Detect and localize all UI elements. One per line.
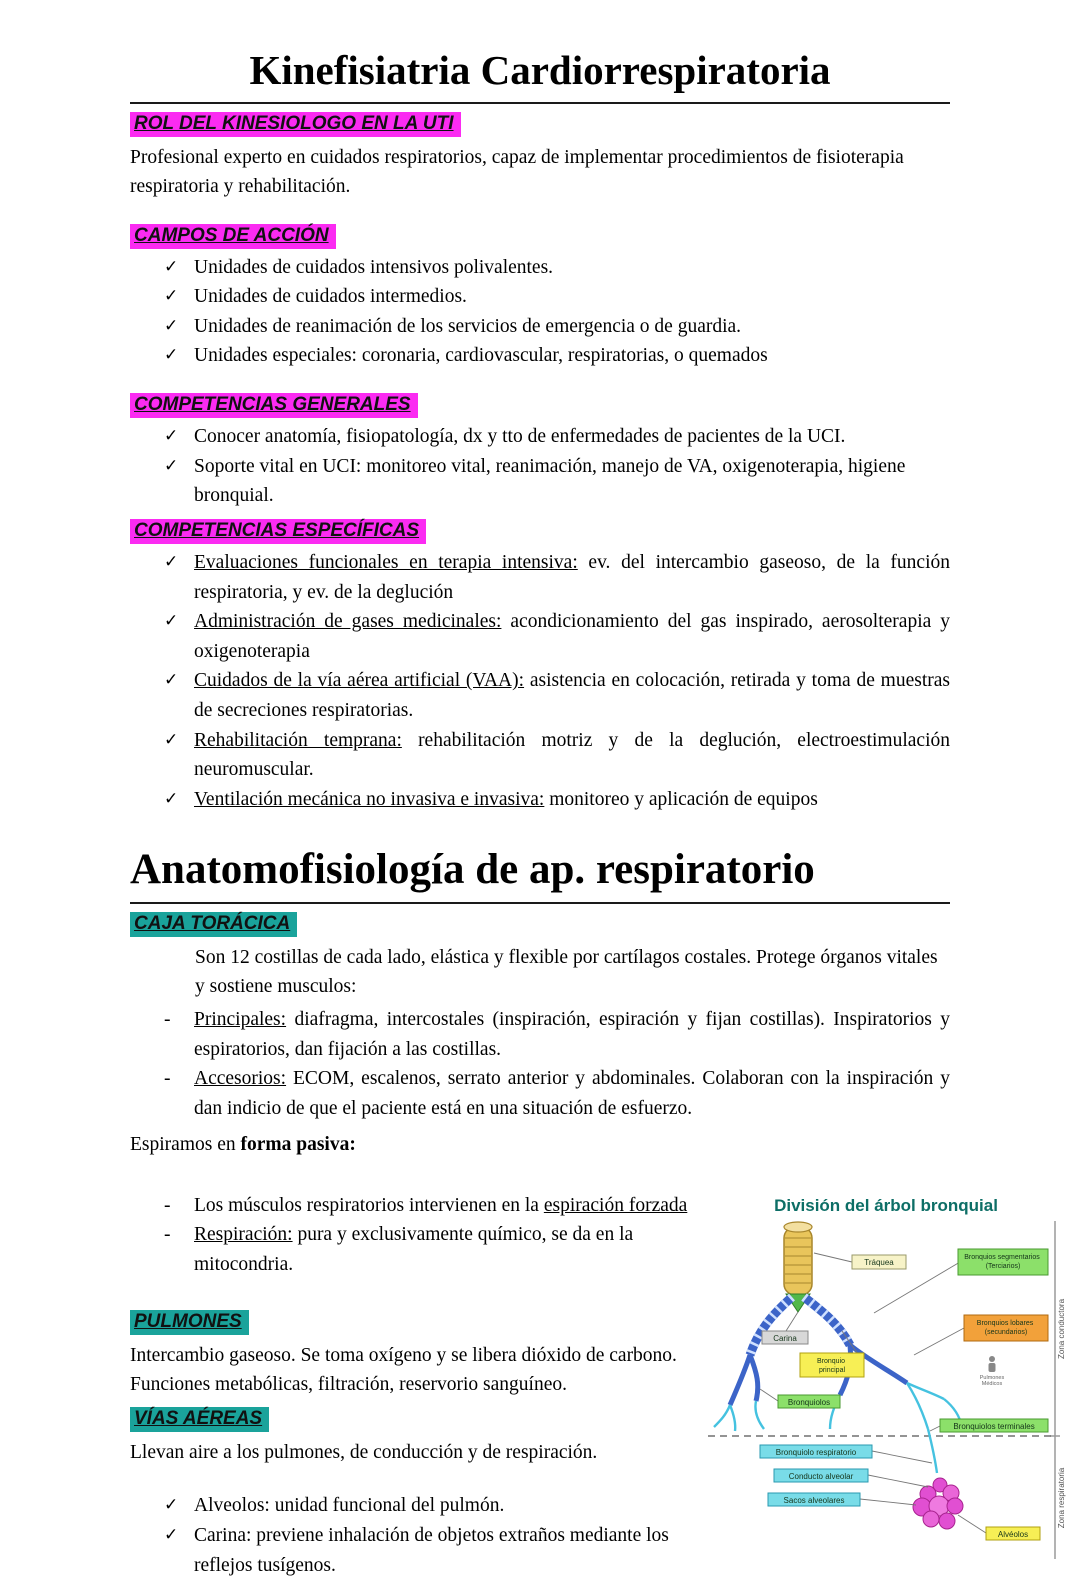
item-lead: Evaluaciones funcionales en terapia intensiva: xyxy=(194,551,578,573)
list-item-text: Carina: previene inhalación de objetos extraños mediante los reflejos tusígenos. xyxy=(194,1525,669,1576)
especificas-list xyxy=(130,548,950,815)
item-rest: diafragma, intercostales (inspiración, espiración y fijan costillas). Inspiratorios y espiratorios, dan fijación a las costillas. xyxy=(194,1009,950,1060)
section-campos xyxy=(130,224,950,372)
section-heading-pulmones: PULMONES xyxy=(130,1310,249,1335)
vias-body: Llevan aire a los pulmones, de conducción y de respiración. xyxy=(130,1442,598,1464)
list-item xyxy=(130,785,950,815)
svg-text:Bronquios segmentarios: Bronquios segmentarios (Terciarios) xyxy=(964,1253,1040,1270)
zona-conductora-label: Zona conductora xyxy=(1057,1298,1066,1359)
item-lead: Cuidados de la vía aérea artificial (VAA): xyxy=(194,670,525,692)
espiramos-pre: Espiramos en xyxy=(130,1133,241,1155)
section-title-anatomofisiologia: Anatomofisiología de ap. respiratorio xyxy=(130,845,815,893)
zona-respiratoria-label: Zona respiratoria xyxy=(1057,1467,1066,1528)
label-bronquios-segmentarios xyxy=(958,1249,1048,1275)
item-lead: Ventilación mecánica no invasiva e invasiva: xyxy=(194,788,545,810)
list-item-text xyxy=(194,548,950,607)
label-bronquiolos xyxy=(778,1395,840,1408)
list-item-text xyxy=(194,1220,702,1279)
list-item-text: Conocer anatomía, fisiopatología, dx y tto de enfermedades de pacientes de la UCI. xyxy=(194,426,846,447)
rol-body: Profesional experto en cuidados respiratorios, capaz de implementar procedimientos de fisioterapia respiratoria y rehabilitación. xyxy=(130,147,904,198)
dash-icon: - xyxy=(164,1009,171,1030)
list-item-text: Unidades de cuidados intermedios. xyxy=(194,286,467,308)
list-item xyxy=(130,726,950,785)
list-item-text xyxy=(194,666,950,725)
list-item-text xyxy=(194,607,950,666)
svg-text:Pulmones: Pulmones xyxy=(979,1374,1005,1381)
list-item-text xyxy=(194,1064,950,1123)
list-item xyxy=(130,1220,702,1279)
dash-icon: - xyxy=(164,1224,171,1246)
trachea-graphic xyxy=(784,1222,812,1295)
pulmones-body: Intercambio gaseoso. Se toma oxígeno y se libera dióxido de carbono. Funciones metabólicas, filtración, reservorio sanguíneo. xyxy=(130,1344,677,1395)
item-rest: acondicionamiento del gas inspirado, aerosolterapia y oxigenoterapia xyxy=(194,611,950,662)
list-item xyxy=(130,341,950,371)
list-item xyxy=(130,1005,950,1064)
list-item-text xyxy=(194,1191,702,1221)
label-bronquiolo-respiratorio xyxy=(760,1445,872,1458)
item-rest: ev. del intercambio gaseoso, de la función respiratoria, y ev. de la deglución xyxy=(194,551,950,603)
section-especificas xyxy=(130,519,950,815)
espiramos-line xyxy=(130,1130,950,1159)
svg-text:Alvéolos: Alvéolos xyxy=(997,1529,1029,1539)
svg-text:Bronquiolos: Bronquiolos xyxy=(787,1397,831,1407)
svg-text:Bronquiolos terminales: Bronquiolos terminales xyxy=(953,1421,1035,1431)
list-item xyxy=(130,452,950,511)
caja-body: Son 12 costillas de cada lado, elástica y flexible por cartílagos costales. Protege órganos vitales y sostiene musculos: xyxy=(195,946,938,997)
list-item xyxy=(130,1521,702,1580)
list-item xyxy=(130,666,950,725)
list-item xyxy=(130,312,950,342)
espiramos-bold: forma pasiva: xyxy=(240,1133,356,1155)
list-item-text: Soporte vital en UCI: monitoreo vital, reanimación, manejo de VA, oxigenoterapia, higiene bronquial. xyxy=(194,455,906,507)
item-pre: Los músculos respiratorios intervienen en la xyxy=(194,1194,544,1216)
list-item-text xyxy=(194,1005,950,1064)
check-icon: ✓ xyxy=(164,455,179,476)
item-lead: Principales: xyxy=(194,1009,287,1030)
section-generales xyxy=(130,393,950,511)
svg-text:Conducto alveolar: Conducto alveolar xyxy=(788,1471,854,1481)
list-item xyxy=(130,548,950,607)
item-lead: Administración de gases medicinales: xyxy=(194,611,502,633)
section-caja-toracica xyxy=(130,912,950,1159)
check-icon: ✓ xyxy=(164,670,179,691)
section-heading-generales: COMPETENCIAS GENERALES xyxy=(130,393,418,418)
vias-list xyxy=(130,1491,702,1580)
bronchial-tree-figure xyxy=(702,1193,1070,1570)
check-icon: ✓ xyxy=(164,345,179,366)
label-alveolos xyxy=(986,1527,1040,1540)
check-icon: ✓ xyxy=(164,315,179,336)
list-item xyxy=(130,253,950,283)
second-title-block xyxy=(130,845,950,904)
main-title-block xyxy=(130,46,950,104)
section-heading-caja: CAJA TORÁCICA xyxy=(130,912,297,937)
svg-text:Tráquea: Tráquea xyxy=(864,1257,894,1267)
list-item xyxy=(130,1064,950,1123)
svg-text:Bronquiolo respiratorio: Bronquiolo respiratorio xyxy=(775,1447,857,1457)
list-item xyxy=(130,282,950,312)
list-item-text: Unidades de cuidados intensivos polivalentes. xyxy=(194,256,554,278)
left-column xyxy=(130,1173,702,1580)
svg-text:Médicos: Médicos xyxy=(981,1380,1003,1387)
check-icon: ✓ xyxy=(164,426,179,446)
dash-icon: - xyxy=(164,1068,171,1090)
check-icon: ✓ xyxy=(164,1525,179,1545)
dash-icon: - xyxy=(164,1194,171,1216)
svg-text:Bronquio princip: Bronquio principal xyxy=(817,1357,846,1374)
item-lead: Rehabilitación temprana: xyxy=(194,729,402,751)
item-rest: monitoreo y aplicación de equipos xyxy=(544,788,818,810)
item-rest: pura y exclusivamente químico, se da en la mitocondria. xyxy=(194,1224,634,1275)
figure-title: División del árbol bronquial xyxy=(774,1195,998,1215)
check-icon: ✓ xyxy=(164,286,179,307)
list-item xyxy=(130,1491,702,1521)
label-sacos-alveolares xyxy=(768,1493,860,1506)
list-item-text: Unidades especiales: coronaria, cardiovascular, respiratorias, o quemados xyxy=(194,345,768,367)
campos-list xyxy=(130,253,950,372)
section-heading-rol: ROL DEL KINESIOLOGO EN LA UTI xyxy=(130,112,461,137)
item-rest: ECOM, escalenos, serrato anterior y abdominales. Colaboran con la inspiración y dan indicio de que el paciente está en una situación de esfuerzo. xyxy=(194,1068,950,1119)
item-lead: Respiración: xyxy=(194,1224,293,1246)
two-column-layout xyxy=(130,1173,1070,1580)
list-item-text: Unidades de reanimación de los servicios de emergencia o de guardia. xyxy=(194,315,742,337)
bronchi-graphic xyxy=(730,1297,907,1405)
label-bronquio-principal xyxy=(800,1353,864,1377)
label-bronquios-lobares xyxy=(964,1315,1048,1341)
svg-text:Bronquios lobares: Bronquios lobares (secundarios) xyxy=(976,1319,1034,1336)
pulmones-medicos-logo xyxy=(980,1356,1005,1387)
svg-text:Sacos alveolares: Sacos alveolares xyxy=(783,1495,845,1505)
check-icon: ✓ xyxy=(164,1495,179,1516)
section-rol xyxy=(130,112,950,202)
label-carina xyxy=(762,1331,808,1344)
check-icon: ✓ xyxy=(164,729,179,750)
item-rest: asistencia en colocación, retirada y toma de muestras de secreciones respiratorias. xyxy=(194,670,950,721)
page-title: Kinefisiatria Cardiorrespiratoria xyxy=(249,47,831,93)
check-icon: ✓ xyxy=(164,611,179,632)
item-rest: rehabilitación motriz y de la deglución, electroestimulación neuromuscular. xyxy=(194,729,950,781)
section-heading-campos: CAMPOS DE ACCIÓN xyxy=(130,224,336,249)
list-item xyxy=(130,1191,702,1221)
list-item xyxy=(130,422,950,452)
list-item xyxy=(130,607,950,666)
caja-list xyxy=(130,1005,950,1124)
list-item-text: Alveolos: unidad funcional del pulmón. xyxy=(194,1495,505,1517)
label-conducto-alveolar xyxy=(774,1469,868,1482)
section-heading-vias: VÍAS AÉREAS xyxy=(130,1407,269,1432)
section-pulmones xyxy=(130,1310,702,1400)
check-icon: ✓ xyxy=(164,256,179,277)
item-underline: espiración forzada xyxy=(543,1194,688,1216)
label-traquea xyxy=(852,1255,906,1269)
list-item-text xyxy=(194,726,950,785)
right-column xyxy=(702,1193,1070,1580)
check-icon: ✓ xyxy=(164,551,179,572)
section-heading-especificas: COMPETENCIAS ESPECÍFICAS xyxy=(130,519,426,544)
svg-text:Carina: Carina xyxy=(773,1333,797,1343)
content xyxy=(130,0,1066,1580)
section-vias-aereas xyxy=(130,1407,702,1580)
list-item-text xyxy=(194,785,950,815)
item-lead: Accesorios: xyxy=(194,1068,287,1090)
generales-list xyxy=(130,422,950,511)
musculos-list xyxy=(130,1191,702,1280)
label-bronquiolos-terminales xyxy=(940,1419,1048,1432)
check-icon: ✓ xyxy=(164,788,179,809)
